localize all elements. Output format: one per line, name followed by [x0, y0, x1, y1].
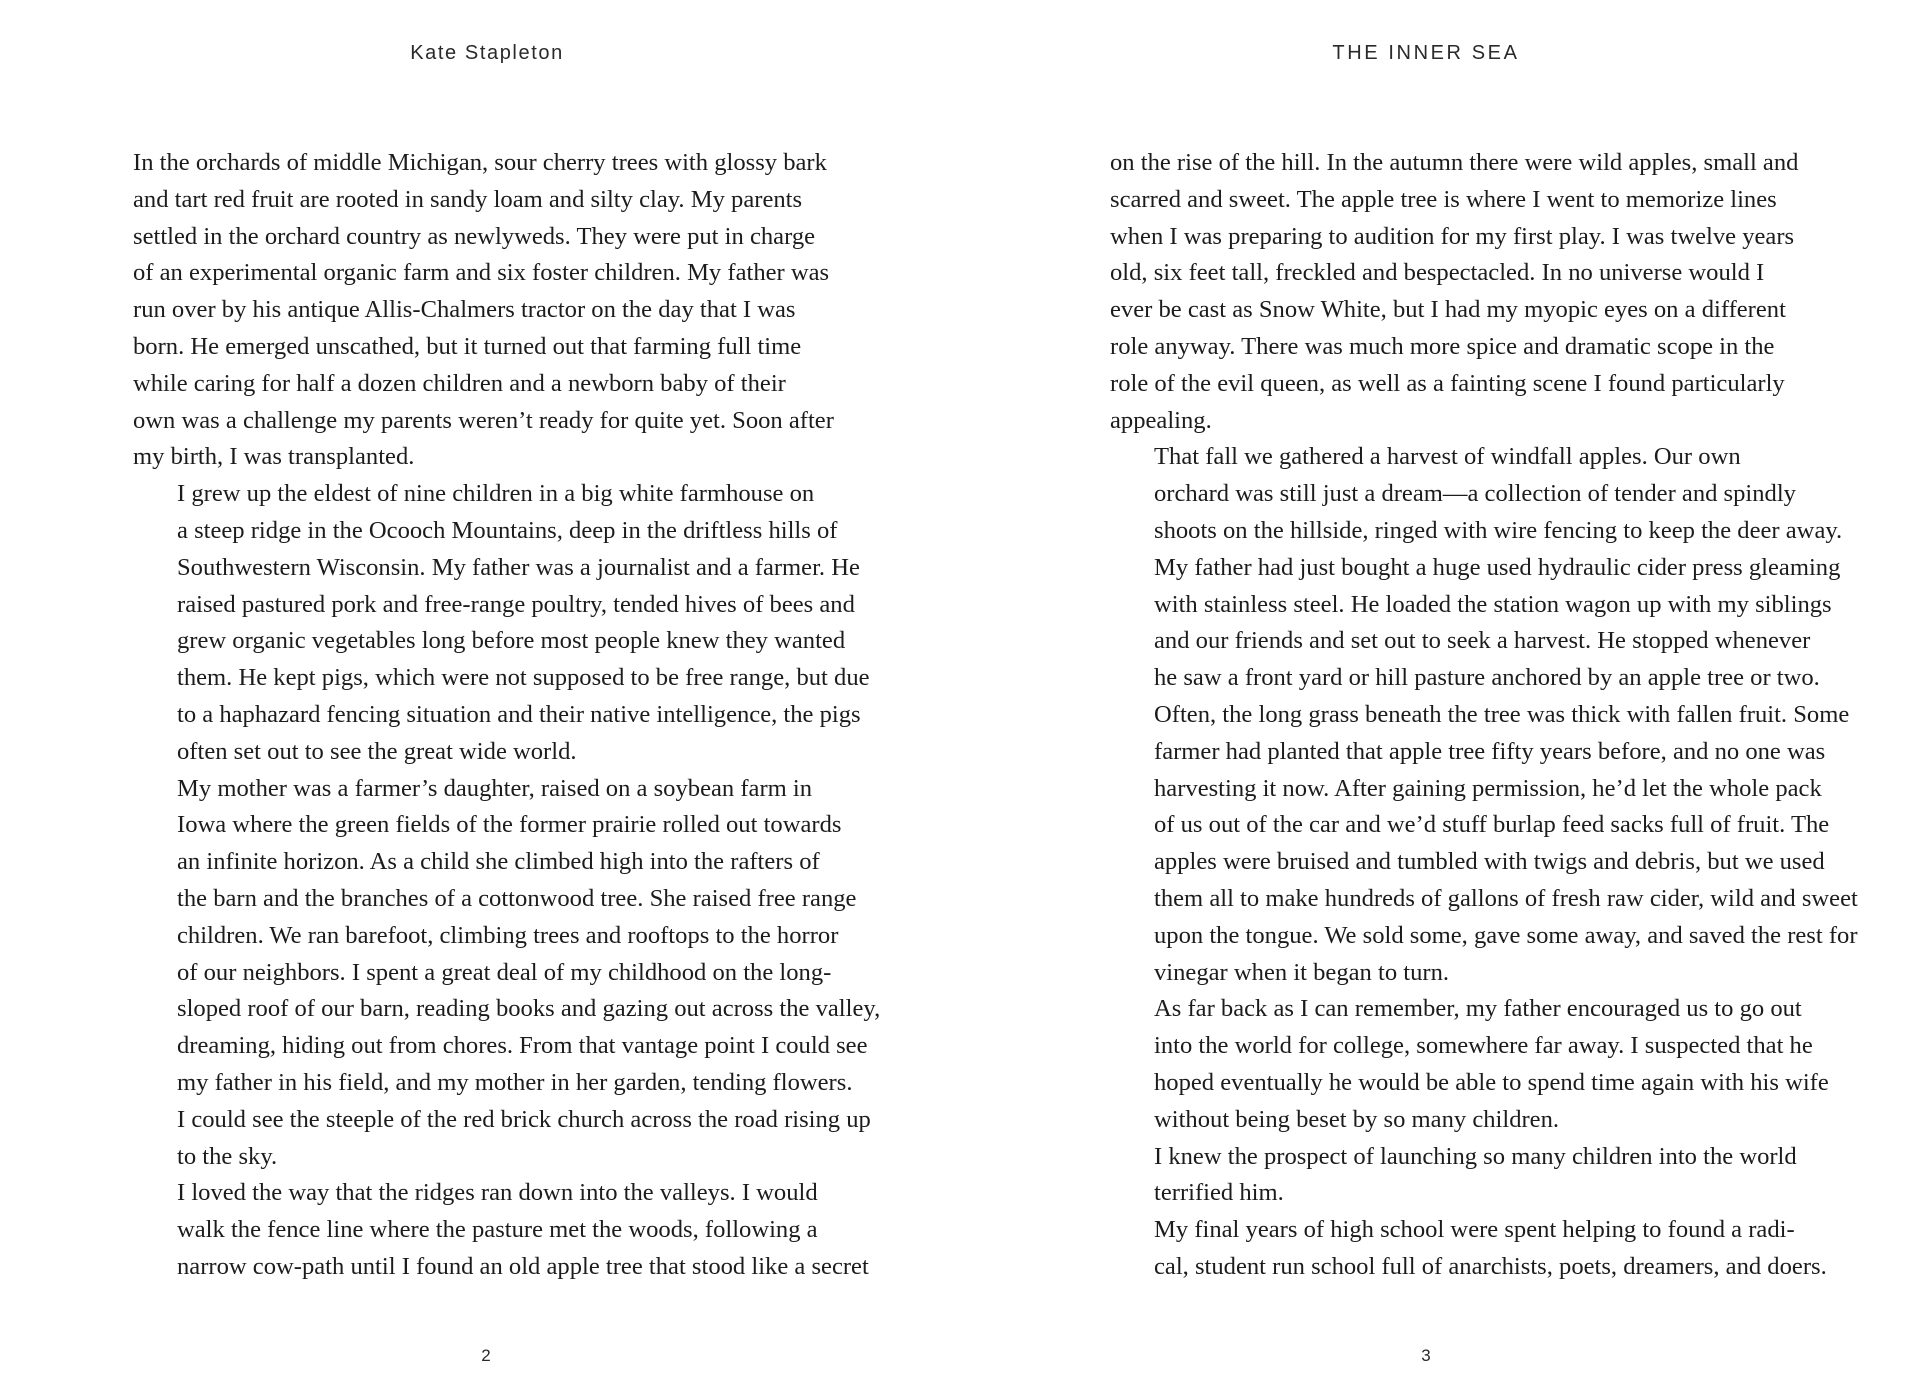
page-number: 2: [481, 1346, 491, 1365]
text-line: In the orchards of middle Michigan, sour cherry trees with glossy bark: [133, 149, 827, 176]
text-line: appealing.: [1110, 406, 1212, 434]
text-line: walk the fence line where the pasture met the woods, following a: [177, 1216, 818, 1244]
text-line: run over by his antique Allis-Chalmers tractor on the day that I was: [133, 296, 796, 324]
text-line: often set out to see the great wide world.: [177, 737, 577, 765]
text-line: my father in his field, and my mother in her garden, tending flowers.: [177, 1068, 853, 1096]
paragraph: [1110, 439, 1858, 991]
text-line: Iowa where the green fields of the former prairie rolled out towards: [177, 811, 842, 839]
text-line: of us out of the car and we’d stuff burlap feed sacks full of fruit. The: [1154, 811, 1830, 839]
text-line: raised pastured pork and free-range poultry, tended hives of bees and: [177, 590, 855, 618]
text-line: own was a challenge my parents weren’t ready for quite yet. Soon after: [133, 406, 834, 434]
text-line: terrified him.: [1154, 1179, 1284, 1207]
text-line: I grew up the eldest of nine children in a big white farmhouse on: [177, 480, 815, 508]
text-line: with stainless steel. He loaded the station wagon up with my siblings: [1154, 590, 1832, 618]
text-line: of our neighbors. I spent a great deal of my childhood on the long-: [177, 958, 832, 986]
text-line: As far back as I can remember, my father encouraged us to go out: [1154, 995, 1802, 1023]
text-line: grew organic vegetables long before most people knew they wanted: [177, 627, 846, 655]
text-line: cal, student run school full of anarchists, poets, dreamers, and doers.: [1154, 1252, 1827, 1280]
left-page-body: [133, 145, 881, 1286]
text-line: Often, the long grass beneath the tree was thick with fallen fruit. Some: [1154, 700, 1850, 728]
text-line: them all to make hundreds of gallons of fresh raw cider, wild and sweet: [1154, 884, 1858, 912]
text-line: on the rise of the hill. In the autumn there were wild apples, small and: [1110, 149, 1799, 176]
right-page: [963, 0, 1925, 1400]
text-line: My final years of high school were spent helping to found a radi-: [1154, 1216, 1795, 1244]
text-line: when I was preparing to audition for my first play. I was twelve years: [1110, 222, 1795, 250]
text-line: I knew the prospect of launching so many children into the world: [1154, 1142, 1797, 1170]
text-line: and tart red fruit are rooted in sandy loam and silty clay. My parents: [133, 185, 803, 213]
paragraph: [133, 1175, 869, 1285]
text-line: a steep ridge in the Ocooch Mountains, deep in the driftless hills of: [177, 516, 838, 544]
text-line: my birth, I was transplanted.: [133, 443, 415, 471]
text-line: of an experimental organic farm and six foster children. My father was: [133, 259, 830, 287]
text-line: Southwestern Wisconsin. My father was a journalist and a farmer. He: [177, 553, 860, 581]
text-line: role of the evil queen, as well as a fainting scene I found particularly: [1110, 369, 1785, 397]
paragraph: [1110, 1212, 1830, 1286]
text-line: the barn and the branches of a cottonwood tree. She raised free range: [177, 884, 857, 912]
text-line: children. We ran barefoot, climbing trees and rooftops to the horror: [177, 921, 839, 949]
text-line: harvesting it now. After gaining permission, he’d let the whole pack: [1154, 774, 1822, 802]
text-line: he saw a front yard or hill pasture anchored by an apple tree or two.: [1154, 664, 1820, 692]
paragraph: [133, 145, 853, 476]
paragraph: [1110, 1139, 1830, 1213]
text-line: farmer had planted that apple tree fifty years before, and no one was: [1154, 737, 1826, 765]
paragraph: [1110, 991, 1830, 1138]
text-line: scarred and sweet. The apple tree is where I went to memorize lines: [1110, 185, 1777, 213]
text-line: dreaming, hiding out from chores. From that vantage point I could see: [177, 1032, 868, 1060]
text-line: I loved the way that the ridges ran down into the valleys. I would: [177, 1179, 818, 1207]
paragraph: [1110, 145, 1830, 439]
page-number: 3: [1421, 1346, 1431, 1365]
text-line: born. He emerged unscathed, but it turned out that farming full time: [133, 332, 802, 360]
text-line: to the sky.: [177, 1142, 278, 1170]
text-line: role anyway. There was much more spice and dramatic scope in the: [1110, 332, 1775, 360]
text-line: to a haphazard fencing situation and their native intelligence, the pigs: [177, 700, 861, 728]
text-line: sloped roof of our barn, reading books and gazing out across the valley,: [177, 995, 881, 1023]
paragraph: [133, 476, 870, 770]
text-line: hoped eventually he would be able to spend time again with his wife: [1154, 1068, 1829, 1096]
text-line: That fall we gathered a harvest of windfall apples. Our own: [1154, 443, 1741, 471]
title-running-head: THE INNER SEA: [1332, 42, 1520, 64]
text-line: shoots on the hillside, ringed with wire fencing to keep the deer away.: [1154, 516, 1843, 544]
left-page: [0, 0, 962, 1400]
text-line: into the world for college, somewhere far away. I suspected that he: [1154, 1032, 1813, 1060]
text-line: I could see the steeple of the red brick church across the road rising up: [177, 1105, 871, 1133]
text-line: and our friends and set out to seek a harvest. He stopped whenever: [1154, 627, 1811, 655]
text-line: an infinite horizon. As a child she climbed high into the rafters of: [177, 848, 820, 876]
text-line: without being beset by so many children.: [1154, 1105, 1560, 1133]
text-line: them. He kept pigs, which were not supposed to be free range, but due: [177, 664, 870, 692]
text-line: My father had just bought a huge used hydraulic cider press gleaming: [1154, 553, 1841, 581]
text-line: My mother was a farmer’s daughter, raised on a soybean farm in: [177, 774, 813, 802]
author-running-head: Kate Stapleton: [410, 42, 564, 64]
text-line: orchard was still just a dream—a collection of tender and spindly: [1154, 480, 1796, 508]
text-line: ever be cast as Snow White, but I had my myopic eyes on a different: [1110, 296, 1786, 324]
text-line: while caring for half a dozen children and a newborn baby of their: [133, 369, 786, 397]
right-page-body: [1110, 145, 1858, 1286]
text-line: vinegar when it began to turn.: [1154, 958, 1450, 986]
text-line: narrow cow-path until I found an old apple tree that stood like a secret: [177, 1252, 869, 1280]
text-line: old, six feet tall, freckled and bespectacled. In no universe would I: [1110, 259, 1765, 287]
text-line: settled in the orchard country as newlyweds. They were put in charge: [133, 222, 816, 250]
text-line: apples were bruised and tumbled with twigs and debris, but we used: [1154, 848, 1825, 876]
paragraph: [133, 771, 881, 1176]
text-line: upon the tongue. We sold some, gave some away, and saved the rest for: [1154, 921, 1858, 949]
